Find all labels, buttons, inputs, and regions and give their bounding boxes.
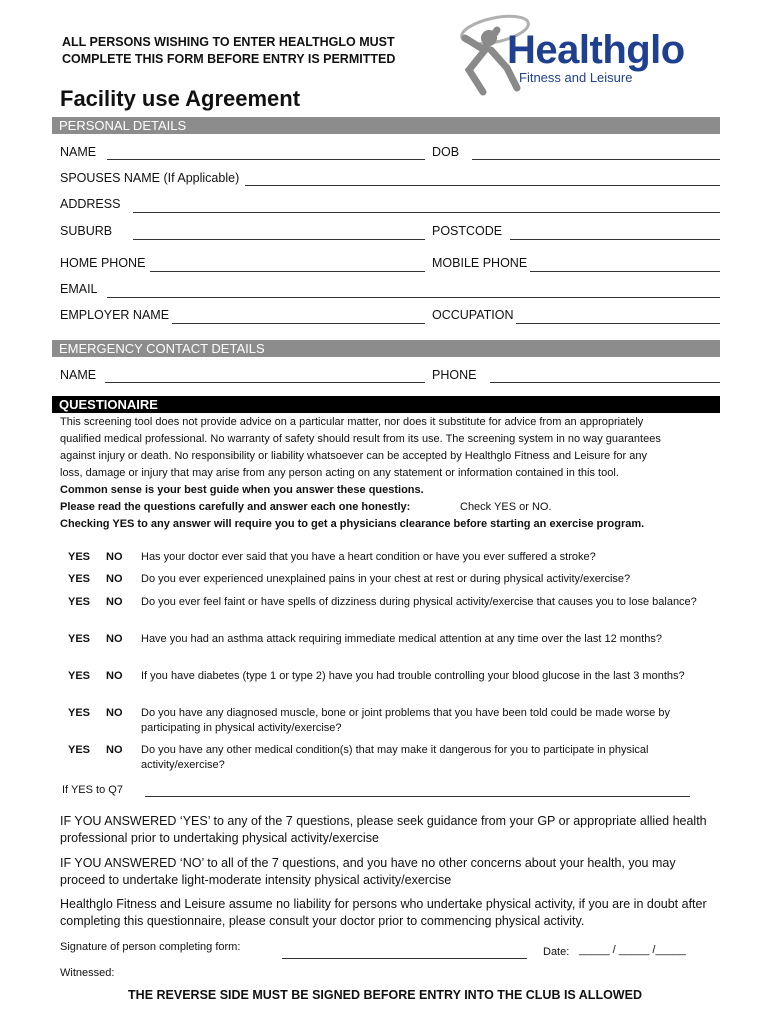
if-yes-q7-label: If YES to Q7 bbox=[62, 784, 123, 796]
occupation-label: OCCUPATION bbox=[432, 308, 514, 322]
page-title: Facility use Agreement bbox=[60, 86, 301, 111]
question-1: Has your doctor ever said that you have a heart condition or have you ever suffered a stroke? bbox=[141, 551, 596, 563]
spouse-label: SPOUSES NAME (If Applicable) bbox=[60, 171, 240, 185]
q6-yes-option[interactable]: YES bbox=[68, 707, 91, 719]
q2-no-option[interactable]: NO bbox=[106, 573, 123, 585]
employer-label: EMPLOYER NAME bbox=[60, 308, 170, 322]
entry-notice-line1: ALL PERSONS WISHING TO ENTER HEALTHGLO MUST bbox=[62, 35, 395, 49]
question-7: Do you have any other medical condition(s) that may make it dangerous for you to participate in physical activity/exercise? bbox=[141, 744, 649, 771]
suburb-label: SUBURB bbox=[60, 224, 113, 238]
q4-yes-option[interactable]: YES bbox=[68, 633, 91, 645]
home-phone-label: HOME PHONE bbox=[60, 256, 146, 270]
address-label: ADDRESS bbox=[60, 197, 121, 211]
intro-line4: loss, damage or injury that may arise from any person acting on any statement or information contained in this tool. bbox=[60, 467, 619, 479]
mobile-phone-label: MOBILE PHONE bbox=[432, 256, 528, 270]
intro-line3: against injury or death. No responsibility or liability whatsoever can be accepted by Healthglo Fitness and Leisure for any bbox=[60, 450, 647, 462]
dob-label: DOB bbox=[432, 145, 460, 159]
read-carefully-note: Please read the questions carefully and answer each one honestly: bbox=[60, 501, 411, 513]
name-label: NAME bbox=[60, 145, 97, 159]
postcode-label: POSTCODE bbox=[432, 224, 503, 238]
spouse-field[interactable] bbox=[245, 185, 720, 186]
mobile-phone-field[interactable] bbox=[530, 271, 720, 272]
intro-line1: This screening tool does not provide advice on a particular matter, nor does it substitute for advice from an appropriately bbox=[60, 416, 644, 428]
intro-line2: qualified medical professional. No warranty of safety should result from its use. The screening system in no way guarantees bbox=[60, 433, 661, 445]
email-field[interactable] bbox=[107, 297, 720, 298]
question-6: Do you have any diagnosed muscle, bone or joint problems that you have been told could be made worse by participating in physical activity/exercise? bbox=[141, 707, 670, 734]
dob-field[interactable] bbox=[472, 159, 720, 160]
occupation-field[interactable] bbox=[516, 323, 720, 324]
emergency-phone-field[interactable] bbox=[490, 382, 720, 383]
logo-tagline: Fitness and Leisure bbox=[519, 70, 633, 85]
date-field[interactable]: _____ / _____ /_____ bbox=[579, 944, 687, 956]
emergency-name-label: NAME bbox=[60, 368, 97, 382]
question-2: Do you ever experienced unexplained pains in your chest at rest or during physical activity/exercise? bbox=[141, 573, 631, 585]
email-label: EMAIL bbox=[60, 282, 98, 296]
q1-no-option[interactable]: NO bbox=[106, 551, 123, 563]
common-sense-note: Common sense is your best guide when you answer these questions. bbox=[60, 484, 424, 496]
question-5: If you have diabetes (type 1 or type 2) have you had trouble controlling your blood glucose in the last 3 months? bbox=[141, 670, 685, 682]
clearance-note: Checking YES to any answer will require you to get a physicians clearance before starting an exercise program. bbox=[60, 518, 645, 530]
q7-no-option[interactable]: NO bbox=[106, 744, 123, 756]
q5-no-option[interactable]: NO bbox=[106, 670, 123, 682]
suburb-field[interactable] bbox=[133, 239, 425, 240]
postcode-field[interactable] bbox=[510, 239, 720, 240]
signature-field[interactable] bbox=[282, 958, 527, 959]
q4-no-option[interactable]: NO bbox=[106, 633, 123, 645]
q5-yes-option[interactable]: YES bbox=[68, 670, 91, 682]
q3-no-option[interactable]: NO bbox=[106, 596, 123, 608]
witnessed-label: Witnessed: bbox=[60, 967, 115, 979]
personal-details-heading: PERSONAL DETAILS bbox=[52, 117, 720, 134]
liability-note: Healthglo Fitness and Leisure assume no liability for persons who undertake physical activity, if you are in doubt after completing this questionnaire, please consult your doctor prior to commencing physical activity. bbox=[60, 897, 707, 928]
entry-notice bbox=[62, 34, 442, 68]
read-carefully-row bbox=[60, 499, 725, 516]
questionnaire-intro bbox=[60, 414, 725, 533]
question-4: Have you had an asthma attack requiring immediate medical attention at any time over the last 12 months? bbox=[141, 633, 662, 645]
if-yes-q7-field[interactable] bbox=[145, 796, 690, 797]
emergency-contact-heading: EMERGENCY CONTACT DETAILS bbox=[52, 340, 720, 357]
question-3: Do you ever feel faint or have spells of dizziness during physical activity/exercise that causes you to lose balance? bbox=[141, 596, 697, 608]
check-yes-no-note: Check YES or NO. bbox=[460, 501, 552, 513]
questionnaire-heading: QUESTIONAIRE bbox=[52, 396, 720, 413]
q6-no-option[interactable]: NO bbox=[106, 707, 123, 719]
date-label: Date: bbox=[543, 946, 570, 958]
emergency-phone-label: PHONE bbox=[432, 368, 477, 382]
advice-no: IF YOU ANSWERED ‘NO’ to all of the 7 questions, and you have no other concerns about your health, you may proceed to undertake light-moderate intensity physical activity/exercise bbox=[60, 856, 676, 887]
signature-label: Signature of person completing form: bbox=[60, 941, 241, 953]
address-field[interactable] bbox=[133, 212, 720, 213]
employer-field[interactable] bbox=[172, 323, 425, 324]
q1-yes-option[interactable]: YES bbox=[68, 551, 91, 563]
advice-yes: IF YOU ANSWERED ‘YES’ to any of the 7 questions, please seek guidance from your GP or appropriate allied health professional prior to undertaking physical activity/exercise bbox=[60, 814, 707, 845]
reverse-side-notice: THE REVERSE SIDE MUST BE SIGNED BEFORE ENTRY INTO THE CLUB IS ALLOWED bbox=[128, 988, 642, 1002]
logo-wordmark: Healthglo bbox=[507, 28, 685, 72]
home-phone-field[interactable] bbox=[150, 271, 425, 272]
healthglo-logo bbox=[455, 8, 725, 98]
q2-yes-option[interactable]: YES bbox=[68, 573, 91, 585]
q3-yes-option[interactable]: YES bbox=[68, 596, 91, 608]
q7-yes-option[interactable]: YES bbox=[68, 744, 91, 756]
emergency-name-field[interactable] bbox=[105, 382, 425, 383]
name-field[interactable] bbox=[107, 159, 425, 160]
entry-notice-line2: COMPLETE THIS FORM BEFORE ENTRY IS PERMITTED bbox=[62, 52, 396, 66]
